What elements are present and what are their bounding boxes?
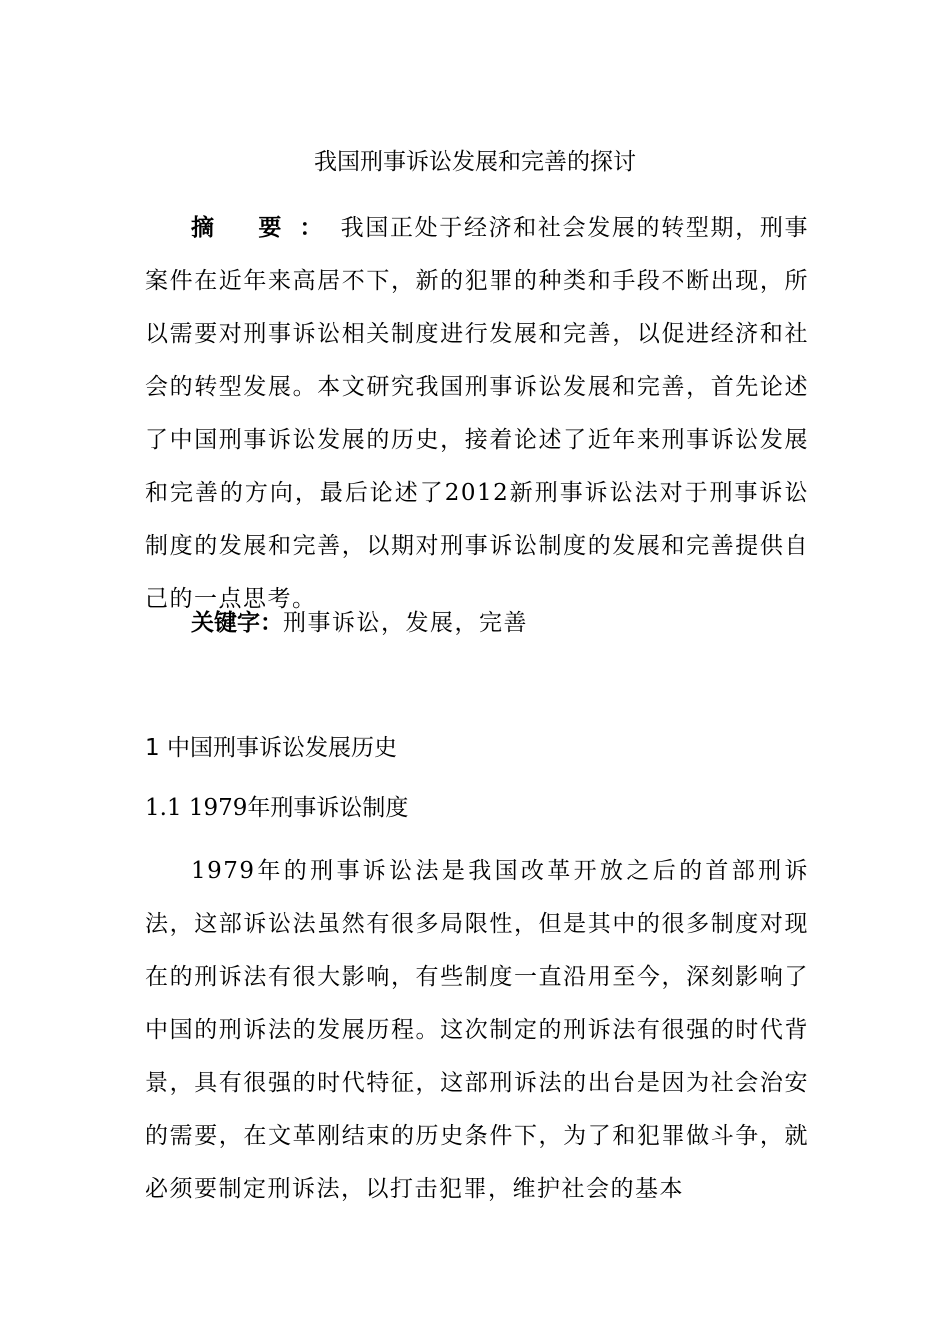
section-heading: 1 中国刑事诉讼发展历史 bbox=[145, 735, 397, 761]
abstract-label: 摘 要： bbox=[191, 215, 341, 241]
abstract-text: 我国正处于经济和社会发展的转型期，刑事案件在近年来高居不下，新的犯罪的种类和手段不断出现，所以需要对刑事诉讼相关制度进行发展和完善，以促进经济和社会的转型发展。本文研究我国刑事诉讼发展和完善，首先论述了中国刑事诉讼发展的历史，接着论述了近年来刑事诉讼发展和完善的方向，最后论述了2012新刑事诉讼法对于刑事诉讼制度的发展和完善，以期对刑事诉讼制度的发展和完善提供自己的一点思考。 bbox=[145, 215, 810, 612]
abstract-paragraph bbox=[145, 202, 809, 626]
keywords-text: 刑事诉讼，发展，完善 bbox=[283, 610, 528, 636]
keywords-line bbox=[191, 600, 528, 646]
keywords-label: 关键字： bbox=[191, 610, 283, 636]
subsection-heading: 1.1 1979年刑事诉讼制度 bbox=[145, 795, 409, 821]
body-paragraph: 1979年的刑事诉讼法是我国改革开放之后的首部刑诉法，这部诉讼法虽然有很多局限性，但是其中的很多制度对现在的刑诉法有很大影响，有些制度一直沿用至今，深刻影响了中国的刑诉法的发展历程。这次制定的刑诉法有很强的时代背景，具有很强的时代特征，这部刑诉法的出台是因为社会治安的需要，在文革刚结束的历史条件下，为了和犯罪做斗争，就必须要制定刑诉法，以打击犯罪，维护社会的基本 bbox=[145, 858, 809, 1202]
document-title: 我国刑事诉讼发展和完善的探讨 bbox=[314, 149, 636, 175]
